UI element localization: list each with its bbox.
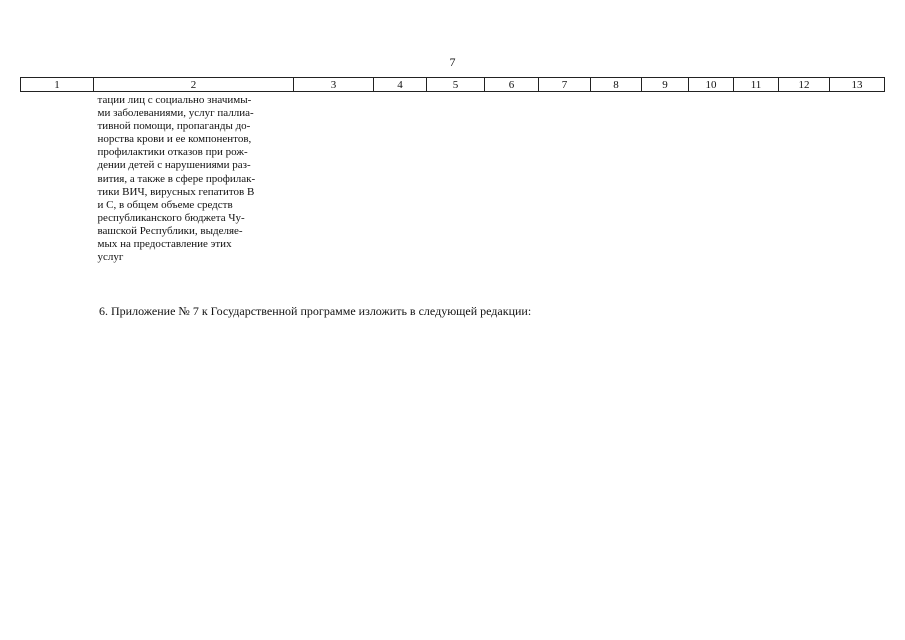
table-cell xyxy=(21,92,94,265)
table-cell xyxy=(294,92,374,265)
body-paragraph: 6. Приложение № 7 к Государственной программе изложить в следующей редакции: xyxy=(99,304,532,318)
column-header-12: 12 xyxy=(779,78,830,92)
table-cell xyxy=(779,92,830,265)
table-cell xyxy=(642,92,689,265)
column-header-3: 3 xyxy=(294,78,374,92)
column-header-2: 2 xyxy=(94,78,294,92)
header-row xyxy=(21,78,885,92)
column-header-7: 7 xyxy=(539,78,591,92)
table-cell xyxy=(830,92,885,265)
column-header-9: 9 xyxy=(642,78,689,92)
column-header-1: 1 xyxy=(21,78,94,92)
column-header-13: 13 xyxy=(830,78,885,92)
table-cell xyxy=(485,92,539,265)
table-cell xyxy=(689,92,734,265)
column-header-5: 5 xyxy=(427,78,485,92)
table-cell xyxy=(734,92,779,265)
column-header-11: 11 xyxy=(734,78,779,92)
table-row xyxy=(21,92,885,265)
table-cell xyxy=(374,92,427,265)
column-header-4: 4 xyxy=(374,78,427,92)
column-header-10: 10 xyxy=(689,78,734,92)
table-cell xyxy=(427,92,485,265)
continuation-table xyxy=(20,77,885,264)
table-cell-description: тации лиц с социально значимы- ми заболеваниями, услуг паллиа- тивной помощи, пропаганды до- норства крови и ее компонентов, профилактики отказов при рож- дении детей с нарушениями раз- вития, а также в сфере профилак- тики ВИЧ, вирусных гепатитов В и С, в общем объеме средств республиканского бюджета Чу- вашской Республики, выделяе- мых на предоставление этих услуг xyxy=(97,94,256,264)
page-number: 7 xyxy=(449,55,456,69)
column-header-6: 6 xyxy=(485,78,539,92)
column-header-8: 8 xyxy=(591,78,642,92)
table-cell xyxy=(539,92,591,265)
table-cell xyxy=(591,92,642,265)
